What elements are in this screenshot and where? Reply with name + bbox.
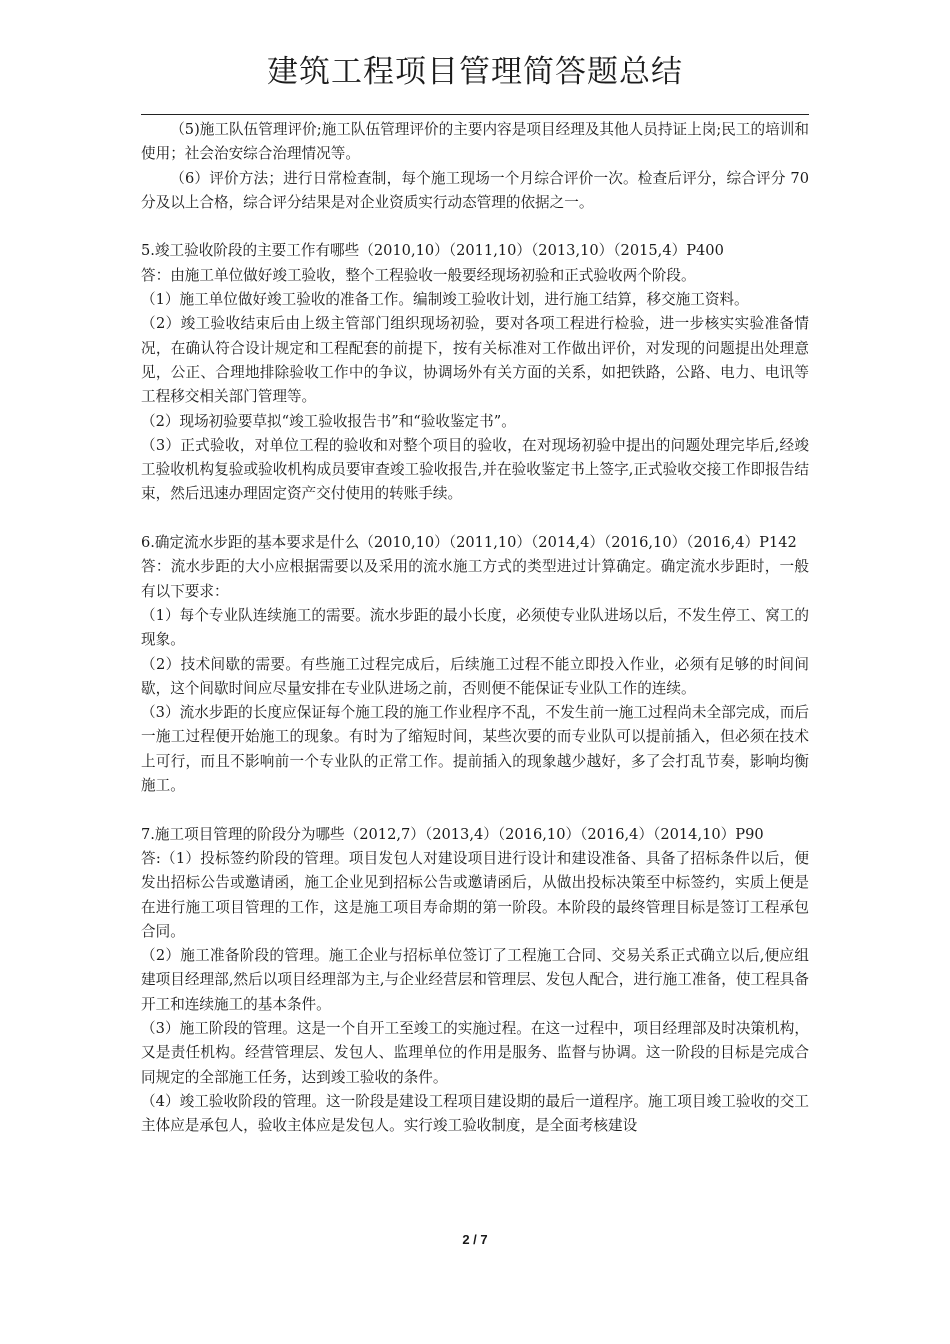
question-heading: 6.确定流水步距的基本要求是什么（2010,10）（2011,10）（2014,4）（2016,10）（2016,4）P142 [141,534,797,552]
paragraph-gap [141,798,809,822]
paragraph: 答:（1）投标签约阶段的管理。项目发包人对建设项目进行设计和建设准备、具备了招标条件以后，便发出招标公告或邀请函，施工企业见到招标公告或邀请函后，从做出投标决策至中标签约，实质上便是在进行施工项目管理的工作，这是施工项目寿命期的第一阶段。本阶段的最终管理目标是签订工程承包合同。 [141,849,809,940]
paragraph: （4）竣工验收阶段的管理。这一阶段是建设工程项目建设期的最后一道程序。施工项目竣工验收的交工主体应是承包人，验收主体应是发包人。实行竣工验收制度，是全面考核建设 [141,1092,809,1135]
paragraph: 答：由施工单位做好竣工验收，整个工程验收一般要经现场初验和正式验收两个阶段。 [141,266,696,284]
title-divider [141,114,809,115]
paragraph: （3）施工阶段的管理。这是一个自开工至竣工的实施过程。在这一过程中，项目经理部及时决策机构，又是责任机构。经营管理层、发包人、监理单位的作用是服务、监督与协调。这一阶段的目标是完成合同规定的全部施工任务，达到竣工验收的条件。 [141,1019,809,1086]
paragraph: （1）每个专业队连续施工的需要。流水步距的最小长度，必须使专业队进场以后，不发生停工、窝工的现象。 [141,606,809,649]
paragraph: （5)施工队伍管理评价;施工队伍管理评价的主要内容是项目经理及其他人员持证上岗;民工的培训和使用；社会治安综合治理情况等。 [141,121,809,163]
question-heading: 5.竣工验收阶段的主要工作有哪些（2010,10）（2011,10）（2013,10）（2015,4）P400 [141,242,724,260]
document-body [141,118,809,1138]
paragraph: 答：流水步距的大小应根据需要以及采用的流水施工方式的类型进过计算确定。确定流水步距时，一般有以下要求： [141,558,809,600]
paragraph: （2）现场初验要草拟“竣工验收报告书”和“验收鉴定书”。 [141,412,516,430]
page-number: 2 / 7 [462,1232,488,1247]
paragraph: （3）正式验收，对单位工程的验收和对整个项目的验收，在对现场初验中提出的问题处理完毕后,经竣工验收机构复验或验收机构成员要审查竣工验收报告,并在验收鉴定书上签字,正式验收交接工作即报告结束，然后迅速办理固定资产交付使用的转账手续。 [141,436,809,503]
paragraph: （2）竣工验收结束后由上级主管部门组织现场初验，要对各项工程进行检验，进一步核实实验准备情况，在确认符合设计规定和工程配套的前提下，按有关标准对工作做出评价，对发现的问题提出处理意见，公正、合理地排除验收工作中的争议，协调场外有关方面的关系，如把铁路，公路、电力、电讯等工程移交相关部门管理等。 [141,315,809,406]
paragraph-gap [141,507,809,531]
paragraph-gap [141,215,809,239]
question-heading: 7.施工项目管理的阶段分为哪些（2012,7）（2013,4）（2016,10）（2016,4）（2014,10）P90 [141,825,764,843]
page-title: 建筑工程项目管理简答题总结 [267,54,683,90]
paragraph: （3）流水步距的长度应保证每个施工段的施工作业程序不乱，不发生前一施工过程尚未全部完成，而后一施工过程便开始施工的现象。有时为了缩短时间，某些次要的而专业队可以提前插入，但必须在技术上可行，而且不影响前一个专业队的正常工作。提前插入的现象越少越好，多了会打乱节奏，影响均衡施工。 [141,704,809,795]
paragraph: （2）施工准备阶段的管理。施工企业与招标单位签订了工程施工合同、交易关系正式确立以后,便应组建项目经理部,然后以项目经理部为主,与企业经营层和管理层、发包人配合，进行施工准备，使工程具备开工和连续施工的基本条件。 [141,947,809,1013]
paragraph: （6）评价方法；进行日常检查制，每个施工现场一个月综合评价一次。检查后评分，综合评分 70 分及以上合格，综合评分结果是对企业资质实行动态管理的依据之一。 [141,169,809,211]
paragraph: （2）技术间歇的需要。有些施工过程完成后，后续施工过程不能立即投入作业，必须有足够的时间间歇，这个间歇时间应尽量安排在专业队进场之前，否则便不能保证专业队工作的连续。 [141,655,809,697]
paragraph: （1）施工单位做好竣工验收的准备工作。编制竣工验收计划，进行施工结算，移交施工资料。 [141,291,749,309]
